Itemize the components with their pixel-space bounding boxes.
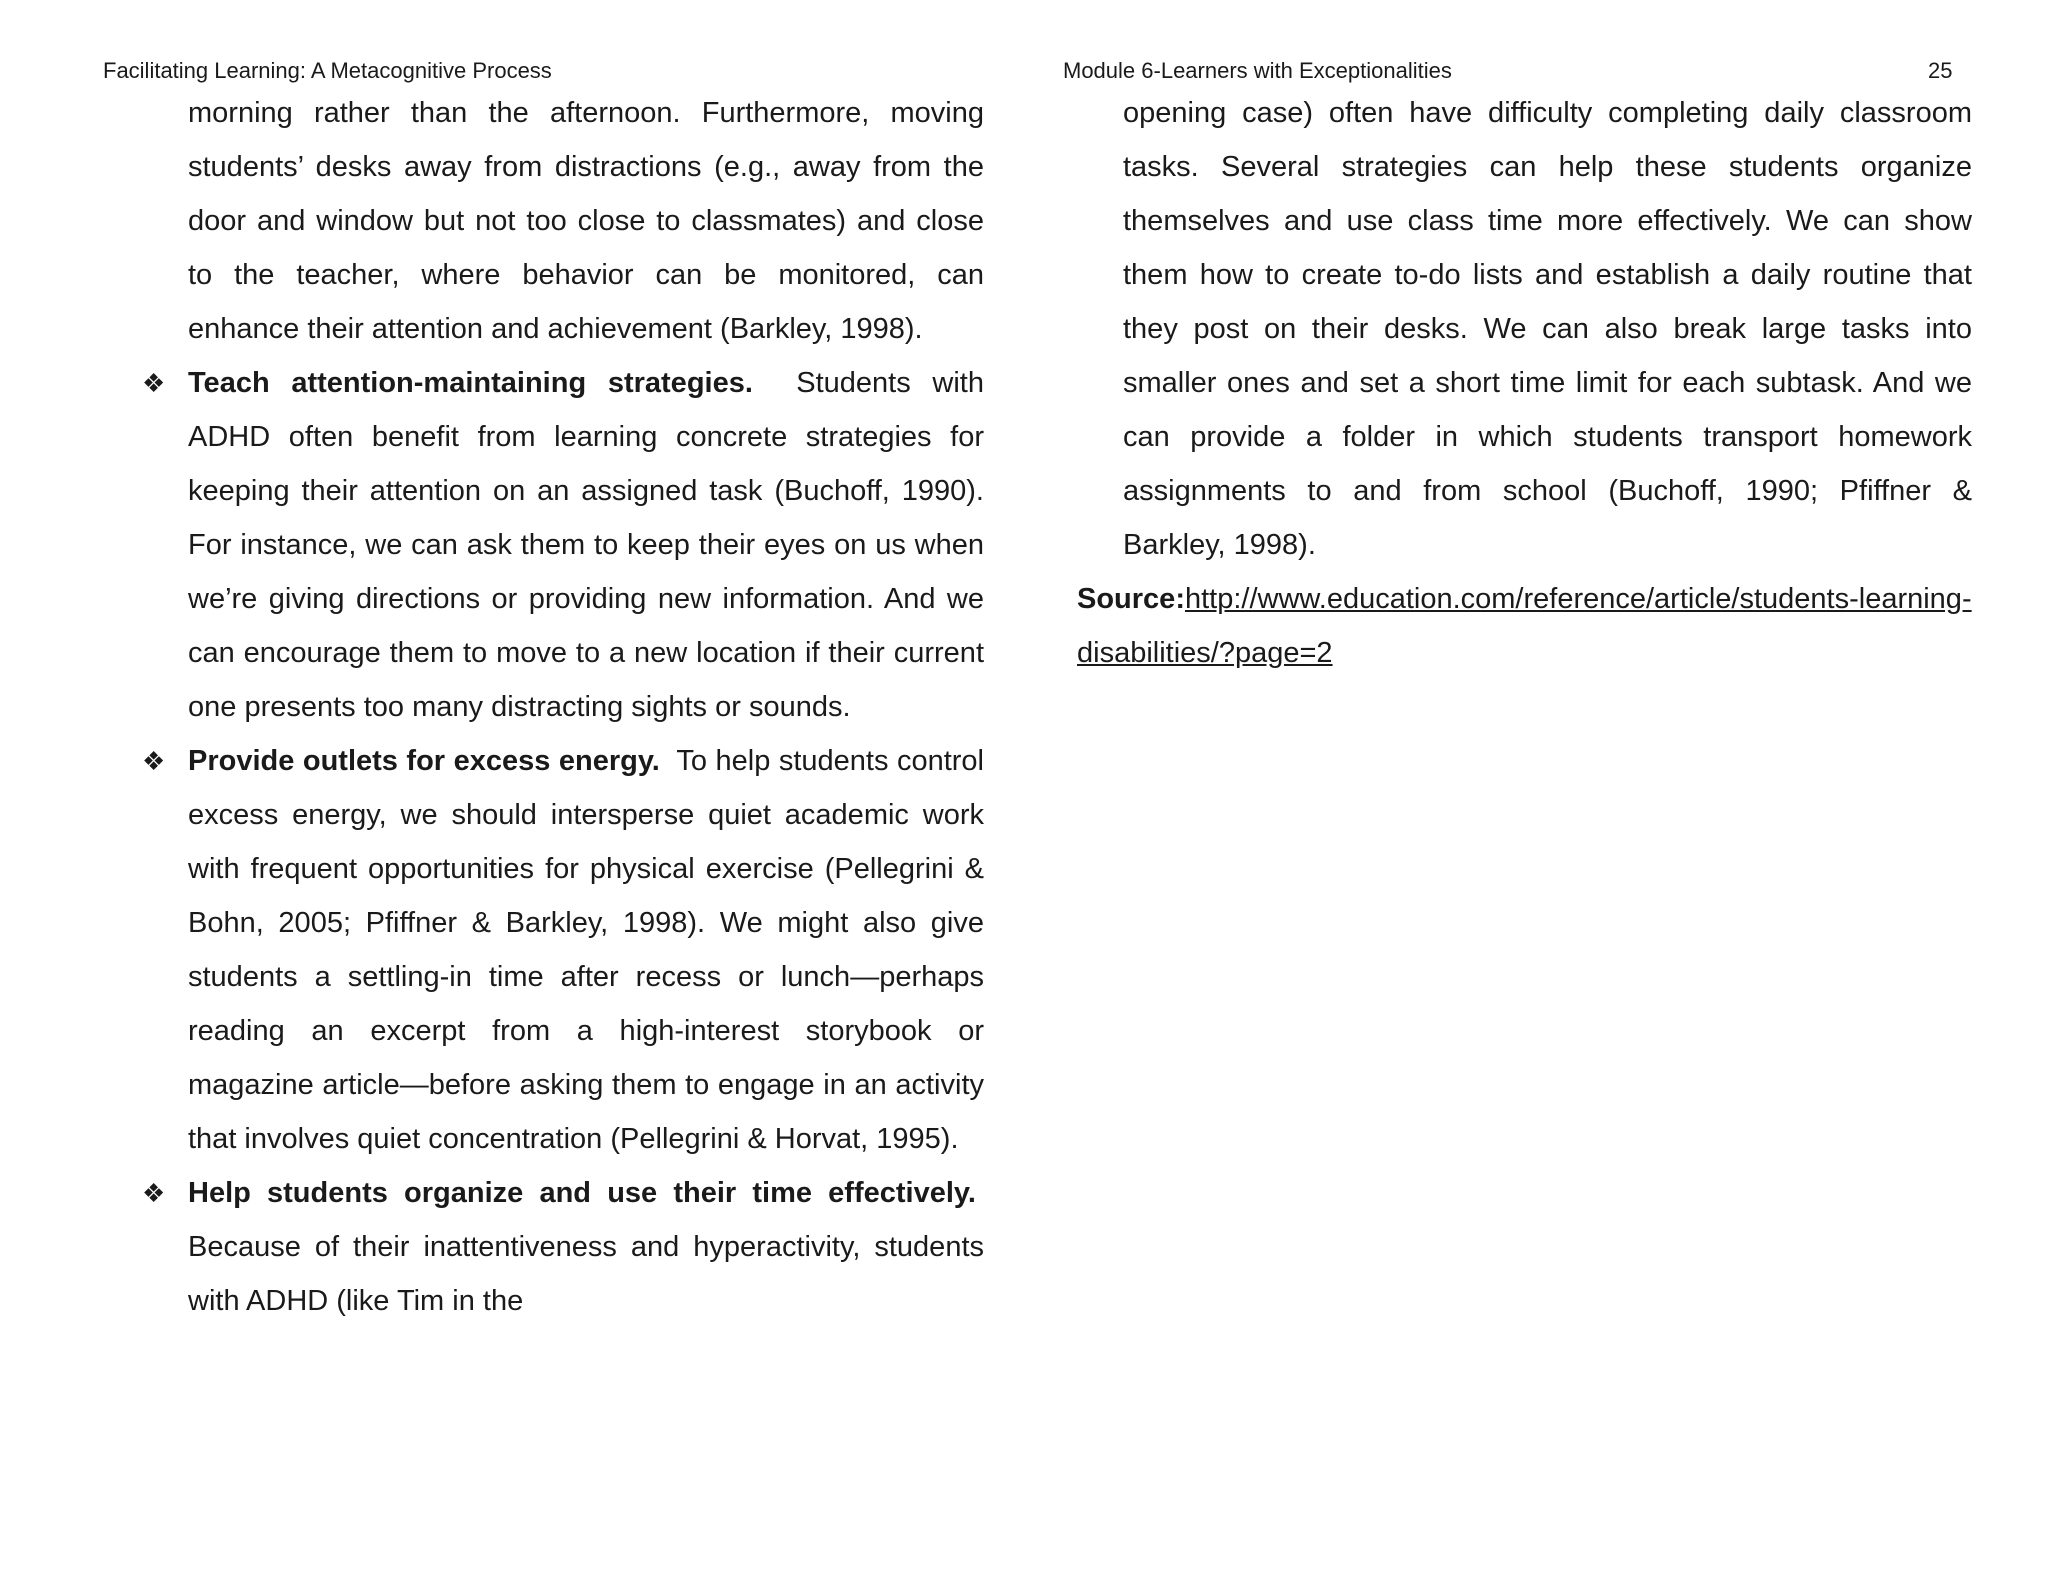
bullet-text: Students with ADHD often benefit from learning concrete strategies for keeping their attention on an assigned task (Buchoff, 1990). For instance, we can ask them to keep their eyes on us when we’re giving directions or providing new information. And we can encourage them to move to a new location if their current one presents too many distracting sights or sounds. bbox=[188, 367, 984, 723]
bullet-excess-energy bbox=[142, 734, 984, 1166]
bullet-organize-time bbox=[142, 1166, 984, 1328]
source-link[interactable]: http://www.education.com/reference/article/students-learning-disabilities/?page=2 bbox=[1077, 583, 1972, 669]
header-right-title: Module 6-Learners with Exceptionalities bbox=[1063, 58, 1452, 83]
source-label: Source: bbox=[1077, 583, 1185, 615]
bullet-attention-strategies bbox=[142, 356, 984, 734]
bullet-heading: Provide outlets for excess energy. bbox=[188, 745, 660, 777]
source-citation bbox=[1077, 572, 1972, 680]
bullet-text: To help students control excess energy, we should intersperse quiet academic work with frequent opportunities for physical exercise (Pellegrini & Bohn, 2005; Pfiffner & Barkley, 1998). We might also give students a settling-in time after recess or lunch—perhaps reading an excerpt from a high-interest storybook or magazine article—before asking them to engage in an activity that involves quiet concentration (Pellegrini & Horvat, 1995). bbox=[188, 745, 984, 1155]
right-column bbox=[1077, 86, 1972, 680]
page-number: 25 bbox=[1928, 58, 1953, 83]
diamond-bullet-icon: ❖ bbox=[142, 1178, 166, 1208]
left-column bbox=[142, 86, 984, 1328]
bullet-heading: Teach attention-maintaining strategies. bbox=[188, 367, 753, 399]
right-continued-paragraph: opening case) often have difficulty completing daily classroom tasks. Several strategies can help these students organize themselves and use class time more effectively. We can show them how to create to-do lists and establish a daily routine that they post on their desks. We can also break large tasks into smaller ones and set a short time limit for each subtask. And we can provide a folder in which students transport homework assignments to and from school (Buchoff, 1990; Pfiffner & Barkley, 1998). bbox=[1123, 97, 1972, 561]
diamond-bullet-icon: ❖ bbox=[142, 746, 166, 776]
left-continued-paragraph: morning rather than the afternoon. Furthermore, moving students’ desks away from distractions (e.g., away from the door and window but not too close to classmates) and close to the teacher, where behavior can be monitored, can enhance their attention and achievement (Barkley, 1998). bbox=[188, 97, 984, 345]
header-left-title: Facilitating Learning: A Metacognitive Process bbox=[103, 58, 552, 83]
diamond-bullet-icon: ❖ bbox=[142, 368, 166, 398]
bullet-text: Because of their inattentiveness and hyperactivity, students with ADHD (like Tim in the bbox=[188, 1231, 984, 1317]
bullet-heading: Help students organize and use their time effectively. bbox=[188, 1177, 976, 1209]
